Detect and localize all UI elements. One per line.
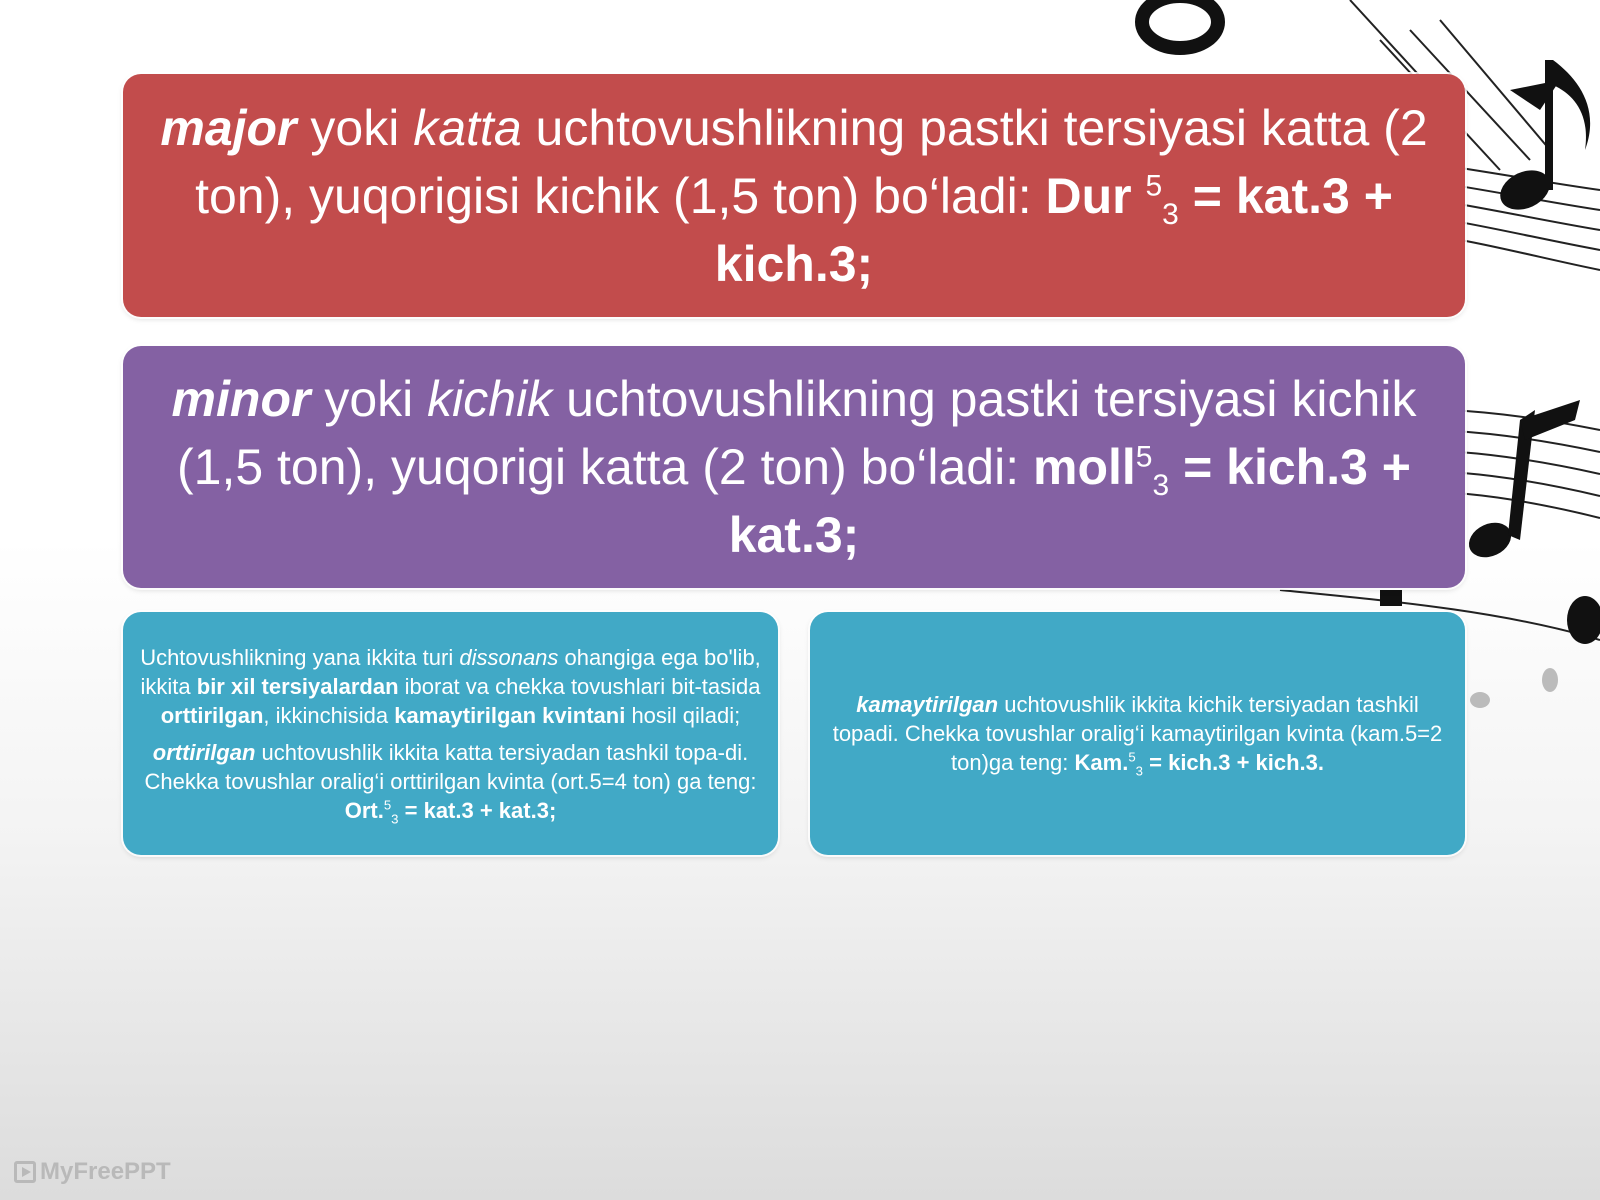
major-formula-name: Dur: [1045, 167, 1146, 224]
minor-triad-box: [123, 346, 1465, 588]
minor-formula-rest: = kich.3 + kat.3;: [728, 439, 1411, 563]
major-term: major: [160, 99, 297, 156]
minor-text-1: yoki: [310, 371, 428, 427]
augmented-formula-sub: 3: [391, 810, 399, 826]
minor-formula-name: moll: [1033, 439, 1136, 495]
diminished-text: uchtovushlik ikkita kichik tersiyadan tashkil topadi. Chekka tovushlar oralig‘i kamaytirilgan kvinta (kam.5=2 ton)ga teng:: [832, 692, 1443, 775]
augmented-formula-sup: 5: [383, 797, 392, 813]
major-term-2: katta: [413, 99, 522, 156]
diminished-formula-sup: 5: [1128, 749, 1136, 765]
diminished-formula-name: Kam.: [1074, 750, 1129, 775]
play-logo-icon: [14, 1161, 36, 1183]
dissonant-text-i: hosil qiladi;: [625, 702, 741, 728]
major-text-2: uchtovushlikning pastki tersiyasi katta (2 ton), yuqorigisi kichik (1,5 ton) bo‘ladi:: [195, 99, 1428, 224]
diminished-term: kamaytirilgan: [856, 692, 999, 717]
diminished-triad-paragraph: [828, 690, 1447, 777]
major-triad-text: [123, 94, 1465, 298]
minor-text-2: uchtovushlikning pastki tersiyasi kichik (1,5 ton), yuqorigi katta (2 ton) bo‘ladi:: [176, 371, 1417, 495]
augmented-triad-paragraph: [135, 738, 766, 825]
dissonant-triads-box: [123, 612, 778, 855]
minor-term-2: kichik: [427, 371, 553, 427]
major-formula-sup: 5: [1145, 168, 1163, 202]
augmented-text: uchtovushlik ikkita katta tersiyadan tashkil topa-di. Chekka tovushlar oralig‘i orttirilgan kvinta (ort.5=4 ton) ga teng:: [144, 739, 757, 794]
major-formula-rest: = kat.3 + kich.3;: [714, 167, 1393, 292]
augmented-formula-name: Ort.: [344, 797, 384, 823]
dissonant-term: dissonans: [459, 644, 559, 670]
watermark-text: MyFreePPT: [40, 1158, 171, 1185]
dissonant-bold-f: orttirilgan: [160, 702, 264, 728]
minor-triad-text: [123, 365, 1465, 569]
major-formula-sub: 3: [1162, 197, 1179, 231]
augmented-term: orttirilgan: [152, 739, 256, 765]
major-text-1: yoki: [296, 99, 414, 156]
dissonant-text-c: ohangiga ega bo'lib, ikkita: [140, 644, 761, 699]
diminished-formula-rest: = kich.3 + kich.3.: [1143, 750, 1325, 775]
minor-formula-sup: 5: [1135, 440, 1153, 474]
diminished-formula-sub: 3: [1135, 763, 1144, 779]
diminished-triad-box: [810, 612, 1465, 855]
dissonant-intro-paragraph: [135, 643, 766, 730]
minor-formula-sub: 3: [1152, 469, 1170, 502]
augmented-formula-rest: = kat.3 + kat.3;: [398, 797, 557, 823]
dissonant-bold-h: kamaytirilgan kvintani: [394, 702, 626, 728]
watermark: [14, 1158, 171, 1186]
dissonant-bold-d: bir xil tersiyalardan: [196, 673, 399, 699]
dissonant-text-a: Uchtovushlikning yana ikkita turi: [140, 644, 460, 670]
major-triad-box: [123, 74, 1465, 317]
minor-term: minor: [171, 371, 311, 427]
dissonant-text-g: , ikkinchisida: [263, 702, 395, 728]
dissonant-text-e: iborat va chekka tovushlari bit-tasida: [398, 673, 761, 699]
